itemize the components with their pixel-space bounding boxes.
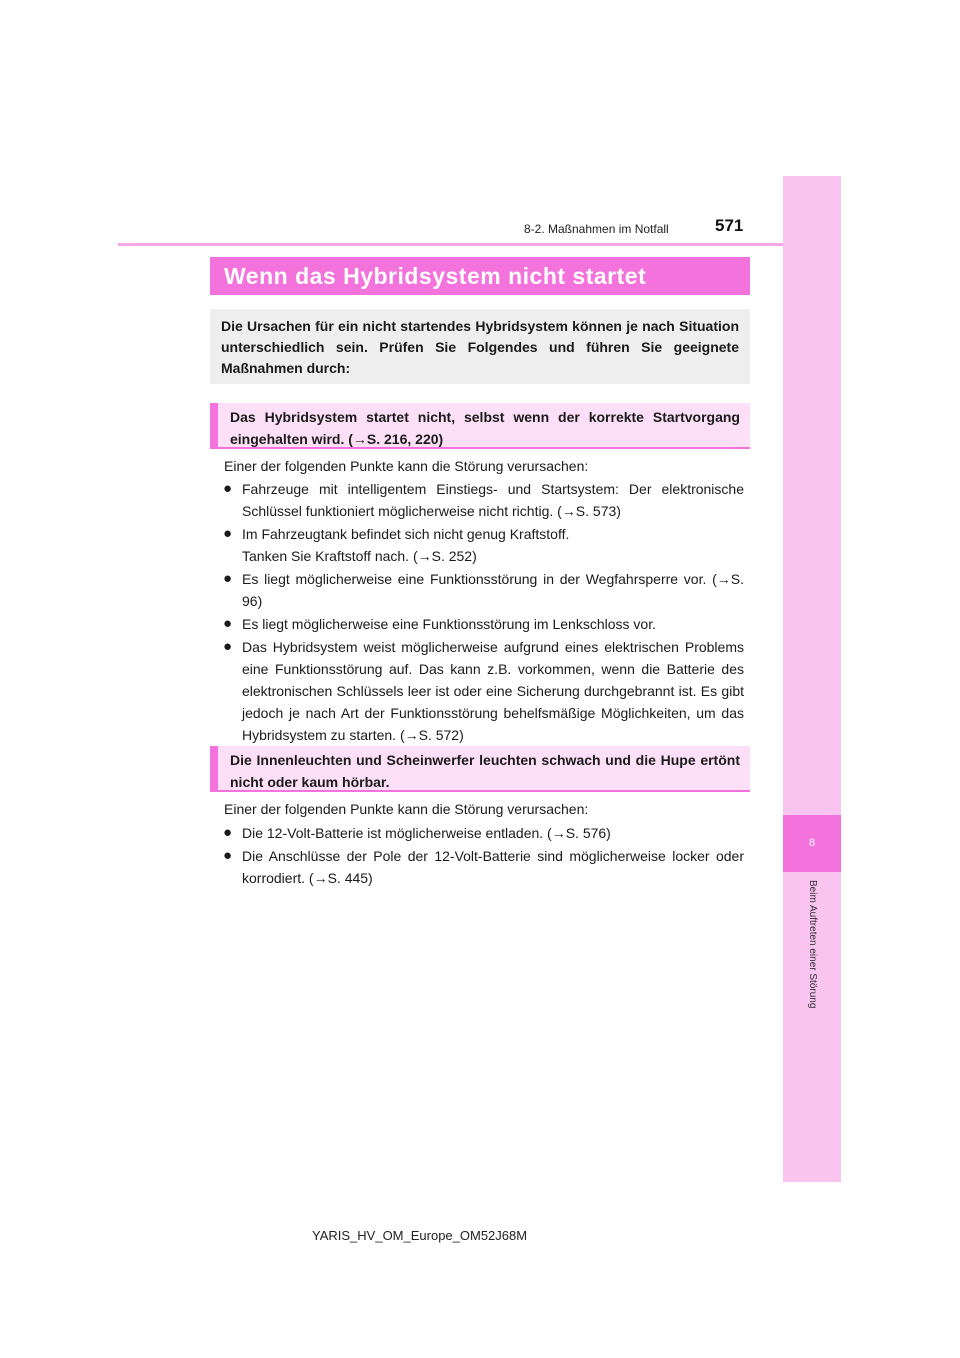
- condition-heading-2: Die Innenleuchten und Scheinwerfer leuchten schwach und die Hupe ertönt nicht oder kaum hörbar.: [210, 746, 750, 792]
- list-item-text: Die Anschlüsse der Pole der 12-Volt-Batterie sind möglicherweise locker oder korrodiert. (→S. 445): [242, 848, 744, 886]
- bullet-icon: ●: [223, 570, 233, 587]
- condition-heading-1: Das Hybridsystem startet nicht, selbst wenn der korrekte Startvorgang eingehalten wird. (→S. 216, 220): [210, 403, 750, 449]
- list-item: [210, 845, 744, 889]
- cause-list-1: [210, 478, 744, 747]
- cause-list-2: [210, 822, 744, 890]
- bullet-icon: ●: [223, 615, 233, 632]
- page-title: Wenn das Hybridsystem nicht startet: [210, 257, 750, 295]
- section-label: 8-2. Maßnahmen im Notfall: [524, 222, 669, 236]
- list-item: [210, 636, 744, 746]
- cause-lead-1: Einer der folgenden Punkte kann die Störung verursachen:: [224, 458, 589, 474]
- bullet-icon: ●: [223, 638, 233, 655]
- list-item-text: Im Fahrzeugtank befindet sich nicht genug Kraftstoff. Tanken Sie Kraftstoff nach. (→S. 252): [242, 526, 570, 564]
- document-code: YARIS_HV_OM_Europe_OM52J68M: [312, 1228, 528, 1243]
- bullet-icon: ●: [223, 525, 233, 542]
- list-item: [210, 568, 744, 612]
- header-divider: [118, 243, 783, 246]
- list-item: [210, 523, 744, 567]
- cause-lead-2: Einer der folgenden Punkte kann die Störung verursachen:: [224, 801, 589, 817]
- list-item: [210, 478, 744, 522]
- chapter-number: 8: [783, 815, 841, 872]
- bullet-icon: ●: [223, 480, 233, 497]
- list-item-text: Fahrzeuge mit intelligentem Einstiegs- und Startsystem: Der elektronische Schlüssel funktioniert möglicherweise nicht richtig. (→S. 573): [242, 481, 744, 519]
- bullet-icon: ●: [223, 824, 233, 841]
- list-item-text: Das Hybridsystem weist möglicherweise aufgrund eines elektrischen Problems eine Funktionsstörung auf. Das kann z.B. vorkommen, wenn die Batterie des elektronischen Schlüssels leer ist oder eine Sicherung durchgebrannt ist. Es gibt jedoch je nach Art der Funktionsstörung behelfsmäßige Möglichkeiten, um das Hybridsystem zu starten. (→S. 572): [242, 639, 744, 743]
- list-item: [210, 822, 744, 844]
- intro-box: Die Ursachen für ein nicht startendes Hybridsystem können je nach Situation unterschiedlich sein. Prüfen Sie Folgendes und führen Sie geeignete Maßnahmen durch:: [210, 309, 750, 384]
- page-number: 571: [715, 216, 744, 235]
- chapter-label: Beim Auftreten einer Störung: [807, 880, 818, 1009]
- bullet-icon: ●: [223, 847, 233, 864]
- list-item-text: Es liegt möglicherweise eine Funktionsstörung in der Wegfahrsperre vor. (→S. 96): [242, 571, 744, 609]
- list-item-text: Es liegt möglicherweise eine Funktionsstörung im Lenkschloss vor.: [242, 616, 656, 632]
- list-item: [210, 613, 744, 635]
- list-item-text: Die 12-Volt-Batterie ist möglicherweise entladen. (→S. 576): [242, 825, 611, 841]
